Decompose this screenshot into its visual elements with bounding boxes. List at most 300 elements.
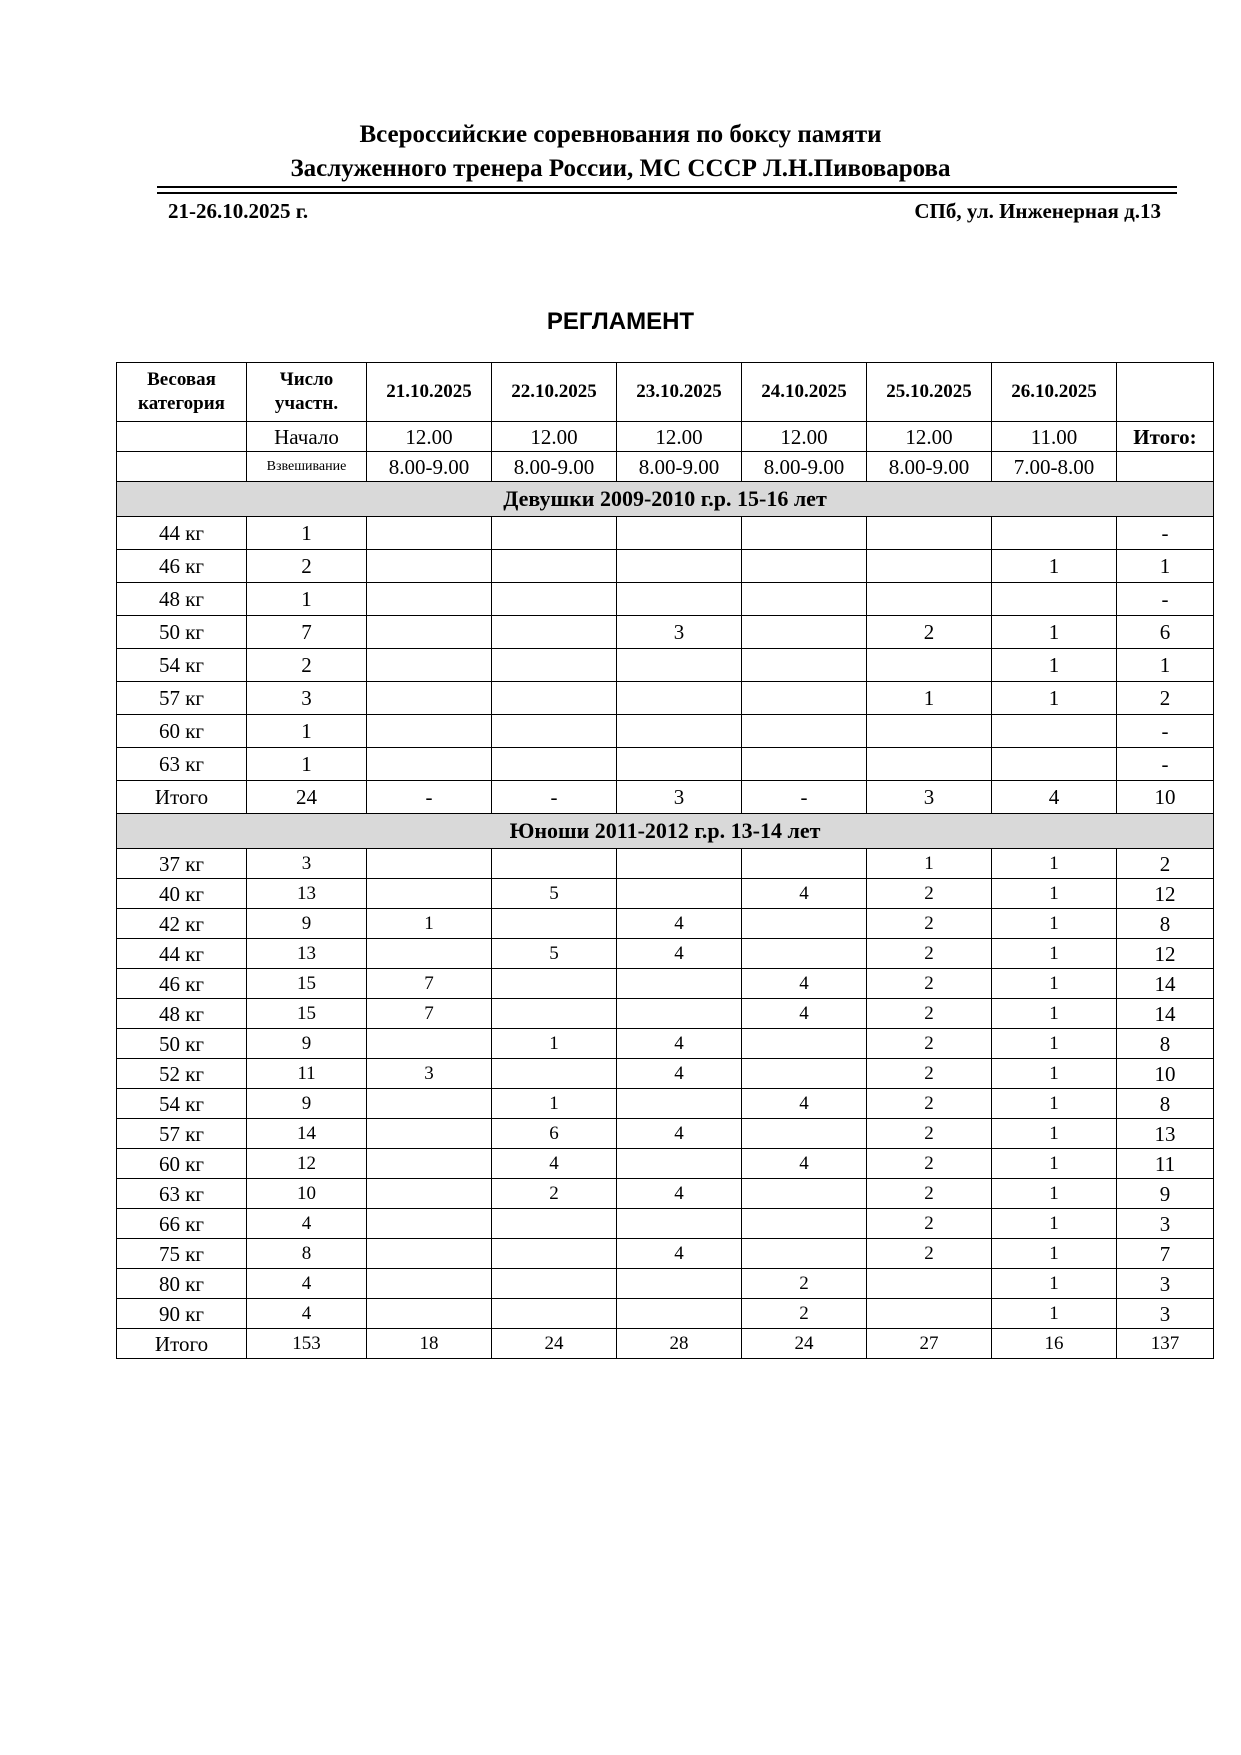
weigh-in-cell: 8.00-9.00 [367,452,492,482]
table-cell: 4 [617,939,742,969]
table-cell: 4 [742,1149,867,1179]
table-cell: 1 [992,939,1117,969]
table-cell [367,1269,492,1299]
table-cell: 24 [742,1329,867,1359]
header-rule-bottom [157,192,1177,194]
table-cell [492,849,617,879]
table-cell [742,748,867,781]
weight-category-row [117,909,1214,939]
table-cell: 3 [867,781,992,814]
table-cell: 2 [1117,682,1214,715]
table-cell [617,1149,742,1179]
column-header: Весовая категория [117,363,247,422]
table-cell [742,550,867,583]
table-cell [617,649,742,682]
table-cell: 12 [1117,939,1214,969]
table-cell: 1 [992,849,1117,879]
table-cell: 10 [1117,781,1214,814]
table-cell: 7 [367,999,492,1029]
weight-category-row [117,1089,1214,1119]
table-cell: 9 [247,1089,367,1119]
table-cell [742,682,867,715]
table-cell [367,682,492,715]
table-cell: 3 [247,849,367,879]
weight-category-row [117,1179,1214,1209]
table-cell [367,1179,492,1209]
table-cell [867,1299,992,1329]
table-cell [492,1059,617,1089]
table-cell: - [1117,583,1214,616]
table-cell: 2 [867,1119,992,1149]
table-cell [367,649,492,682]
start-time-cell: 12.00 [867,422,992,452]
table-cell [367,1149,492,1179]
column-header: 22.10.2025 [492,363,617,422]
table-cell [492,1209,617,1239]
weight-category-row [117,1149,1214,1179]
table-cell [367,1089,492,1119]
weight-category-row [117,1059,1214,1089]
section-title-row [117,814,1214,849]
table-cell: - [742,781,867,814]
table-cell: 153 [247,1329,367,1359]
section-total-row [117,781,1214,814]
table-cell [367,879,492,909]
table-cell: 18 [367,1329,492,1359]
table-cell [742,715,867,748]
table-cell [367,1029,492,1059]
table-cell: 9 [1117,1179,1214,1209]
table-cell: 5 [492,939,617,969]
table-cell: 2 [867,616,992,649]
table-cell: 1 [247,517,367,550]
table-cell [617,715,742,748]
table-header-row [117,363,1214,422]
table-cell: 2 [867,1029,992,1059]
table-cell [617,748,742,781]
table-cell [367,1239,492,1269]
table-cell: 4 [992,781,1117,814]
table-cell: 1 [492,1029,617,1059]
table-cell: 42 кг [117,909,247,939]
table-cell: 2 [742,1299,867,1329]
table-cell [742,939,867,969]
table-cell: 90 кг [117,1299,247,1329]
table-cell [617,1269,742,1299]
table-cell: 24 [247,781,367,814]
weight-category-row [117,583,1214,616]
table-cell [492,649,617,682]
table-cell: 12 [247,1149,367,1179]
table-cell: 10 [1117,1059,1214,1089]
table-cell: 15 [247,999,367,1029]
table-cell: 2 [867,969,992,999]
table-cell: 1 [992,1269,1117,1299]
table-cell: 5 [492,879,617,909]
table-cell: 1 [992,1209,1117,1239]
table-cell [992,748,1117,781]
table-cell [492,583,617,616]
table-cell: 57 кг [117,1119,247,1149]
weight-category-row [117,616,1214,649]
weight-category-row [117,999,1214,1029]
table-cell [492,517,617,550]
table-cell: 80 кг [117,1269,247,1299]
section-title: Юноши 2011-2012 г.р. 13-14 лет [117,814,1214,849]
section-title-row [117,482,1214,517]
table-cell: 3 [617,781,742,814]
table-cell: 1 [492,1089,617,1119]
table-cell [367,748,492,781]
weight-category-row [117,1239,1214,1269]
table-cell: Итого [117,781,247,814]
weigh-in-cell: 8.00-9.00 [742,452,867,482]
weight-category-row [117,715,1214,748]
table-cell: 63 кг [117,1179,247,1209]
table-cell: 8 [1117,909,1214,939]
table-cell [367,517,492,550]
table-cell: 44 кг [117,939,247,969]
table-cell [492,909,617,939]
weight-category-row [117,1269,1214,1299]
table-cell: Итого [117,1329,247,1359]
table-cell: 4 [247,1209,367,1239]
table-cell [867,583,992,616]
table-cell: 46 кг [117,550,247,583]
table-cell: 3 [247,682,367,715]
table-cell: 2 [867,999,992,1029]
table-cell: 2 [247,550,367,583]
weight-category-row [117,939,1214,969]
table-cell [367,1209,492,1239]
table-cell: 4 [617,1119,742,1149]
table-cell: - [1117,715,1214,748]
weigh-in-cell: Взвешивание [247,452,367,482]
table-cell: 9 [247,909,367,939]
start-time-cell [117,422,247,452]
table-cell: 1 [247,715,367,748]
table-cell: 44 кг [117,517,247,550]
table-cell [617,583,742,616]
weight-category-row [117,649,1214,682]
weigh-in-cell: 8.00-9.00 [617,452,742,482]
table-cell: 4 [617,1059,742,1089]
table-cell: 52 кг [117,1059,247,1089]
column-header [1117,363,1214,422]
table-cell [492,999,617,1029]
start-time-cell: Итого: [1117,422,1214,452]
table-cell: 2 [867,1209,992,1239]
table-cell [867,649,992,682]
title-line-1: Всероссийские соревнования по боксу памяти [359,121,882,148]
table-cell: 137 [1117,1329,1214,1359]
table-cell [617,879,742,909]
table-cell: 24 [492,1329,617,1359]
table-cell: 1 [367,909,492,939]
table-cell: 1 [992,879,1117,909]
table-cell [742,616,867,649]
table-cell: 4 [247,1269,367,1299]
table-cell: 1 [992,999,1117,1029]
weight-category-row [117,1119,1214,1149]
weigh-in-cell: 7.00-8.00 [992,452,1117,482]
weigh-in-cell: 8.00-9.00 [492,452,617,482]
table-cell: 1 [247,748,367,781]
table-cell: 54 кг [117,1089,247,1119]
header-rule-top [157,186,1177,188]
table-cell: 60 кг [117,715,247,748]
table-cell: 3 [367,1059,492,1089]
table-cell [617,682,742,715]
table-cell: 2 [867,1179,992,1209]
table-cell: 2 [867,879,992,909]
weight-category-row [117,1299,1214,1329]
weight-category-row [117,1209,1214,1239]
table-cell: 1 [867,682,992,715]
table-cell: 2 [1117,849,1214,879]
table-cell: 48 кг [117,583,247,616]
table-cell: 2 [867,1149,992,1179]
table-cell: 1 [992,969,1117,999]
title-line-2: Заслуженного тренера России, МС СССР Л.Н.Пивоварова [290,155,951,182]
table-cell [492,715,617,748]
table-cell: 4 [742,969,867,999]
event-place: СПб, ул. Инженерная д.13 [914,199,1161,223]
table-cell: 1 [247,583,367,616]
table-cell [492,969,617,999]
table-cell [492,748,617,781]
start-time-cell: 11.00 [992,422,1117,452]
table-cell: 11 [1117,1149,1214,1179]
table-cell: 1 [992,1059,1117,1089]
start-time-cell: Начало [247,422,367,452]
table-cell: - [1117,748,1214,781]
table-cell [617,1299,742,1329]
table-cell: - [367,781,492,814]
table-cell [617,1209,742,1239]
table-cell: 37 кг [117,849,247,879]
table-cell [617,550,742,583]
table-cell [367,849,492,879]
table-cell: 8 [247,1239,367,1269]
table-cell: 28 [617,1329,742,1359]
table-cell: 27 [867,1329,992,1359]
table-cell: 3 [1117,1209,1214,1239]
section-total-row [117,1329,1214,1359]
weigh-in-cell: 8.00-9.00 [867,452,992,482]
table-cell: 4 [742,999,867,1029]
start-time-cell: 12.00 [367,422,492,452]
table-cell [867,517,992,550]
table-cell: 10 [247,1179,367,1209]
weight-category-row [117,550,1214,583]
table-cell: 1 [992,682,1117,715]
table-cell: 1 [992,550,1117,583]
table-cell [742,583,867,616]
table-cell: 1 [992,1029,1117,1059]
document-title: РЕГЛАМЕНТ [546,308,695,335]
table-cell [617,849,742,879]
table-cell [742,1059,867,1089]
table-cell [367,1299,492,1329]
table-cell: 8 [1117,1029,1214,1059]
table-cell [617,999,742,1029]
table-cell: 2 [867,909,992,939]
table-cell [742,909,867,939]
table-cell: 3 [617,616,742,649]
table-cell: 3 [1117,1299,1214,1329]
table-cell: 4 [617,1029,742,1059]
table-cell [367,939,492,969]
table-cell [367,1119,492,1149]
table-cell: 46 кг [117,969,247,999]
column-header: 21.10.2025 [367,363,492,422]
column-header: Число участн. [247,363,367,422]
table-cell: 1 [1117,649,1214,682]
table-cell: 7 [367,969,492,999]
table-cell [867,550,992,583]
table-cell: 1 [867,849,992,879]
weight-category-row [117,682,1214,715]
table-cell: - [492,781,617,814]
table-cell [367,550,492,583]
weight-category-row [117,879,1214,909]
table-cell: 57 кг [117,682,247,715]
table-cell: 7 [1117,1239,1214,1269]
table-cell: 2 [867,1059,992,1089]
table-cell: 1 [992,1299,1117,1329]
weight-category-row [117,849,1214,879]
table-cell: 14 [1117,999,1214,1029]
table-cell [492,1269,617,1299]
table-cell: 60 кг [117,1149,247,1179]
table-cell [742,1179,867,1209]
table-cell: 8 [1117,1089,1214,1119]
table-cell [617,969,742,999]
table-cell [867,748,992,781]
table-cell: 50 кг [117,1029,247,1059]
start-time-row [117,422,1214,452]
table-cell: 11 [247,1059,367,1089]
table-cell: 1 [992,616,1117,649]
table-cell [492,682,617,715]
table-cell: 1 [992,909,1117,939]
table-cell [492,550,617,583]
table-cell: 13 [247,879,367,909]
table-cell [492,1299,617,1329]
start-time-cell: 12.00 [617,422,742,452]
table-cell: 63 кг [117,748,247,781]
table-cell: 2 [867,1089,992,1119]
table-cell: 14 [247,1119,367,1149]
table-cell: 50 кг [117,616,247,649]
table-cell: 2 [492,1179,617,1209]
table-cell: 75 кг [117,1239,247,1269]
column-header: 23.10.2025 [617,363,742,422]
table-cell: 14 [1117,969,1214,999]
weight-category-row [117,1029,1214,1059]
table-cell [492,616,617,649]
table-cell: 1 [1117,550,1214,583]
table-cell: 40 кг [117,879,247,909]
table-cell [617,1089,742,1119]
table-cell: 1 [992,1119,1117,1149]
table-cell [867,1269,992,1299]
column-header: 26.10.2025 [992,363,1117,422]
table-cell [992,583,1117,616]
table-cell [867,715,992,748]
table-cell: 1 [992,1149,1117,1179]
table-cell: 2 [867,939,992,969]
table-cell: - [1117,517,1214,550]
table-cell: 6 [1117,616,1214,649]
table-cell [742,517,867,550]
table-cell: 3 [1117,1269,1214,1299]
table-cell: 4 [742,1089,867,1119]
table-cell: 4 [617,909,742,939]
table-cell: 4 [617,1239,742,1269]
event-dates: 21-26.10.2025 г. [168,199,309,223]
table-cell: 1 [992,1239,1117,1269]
table-cell [367,616,492,649]
table-cell [742,1029,867,1059]
column-header: 25.10.2025 [867,363,992,422]
table-cell: 1 [992,649,1117,682]
table-cell [367,583,492,616]
table-cell [992,517,1117,550]
table-cell [742,849,867,879]
table-cell: 2 [742,1269,867,1299]
table-cell: 1 [992,1089,1117,1119]
table-cell: 15 [247,969,367,999]
section-title: Девушки 2009-2010 г.р. 15-16 лет [117,482,1214,517]
table-cell: 13 [1117,1119,1214,1149]
column-header: 24.10.2025 [742,363,867,422]
table-cell: 9 [247,1029,367,1059]
start-time-cell: 12.00 [742,422,867,452]
table-cell: 6 [492,1119,617,1149]
weight-category-row [117,748,1214,781]
weigh-in-cell [117,452,247,482]
table-cell [742,1119,867,1149]
table-cell: 4 [617,1179,742,1209]
table-cell [992,715,1117,748]
table-cell [742,1239,867,1269]
table-cell [742,649,867,682]
table-cell: 12 [1117,879,1214,909]
table-cell: 7 [247,616,367,649]
table-cell: 54 кг [117,649,247,682]
weigh-in-row [117,452,1214,482]
table-cell [617,517,742,550]
table-cell [742,1209,867,1239]
weight-category-row [117,969,1214,999]
weigh-in-cell [1117,452,1214,482]
table-cell: 2 [867,1239,992,1269]
table-cell: 13 [247,939,367,969]
table-cell: 1 [992,1179,1117,1209]
table-cell [367,715,492,748]
weight-category-row [117,517,1214,550]
schedule-table [116,362,1214,1359]
table-cell: 48 кг [117,999,247,1029]
table-cell [492,1239,617,1269]
table-cell: 4 [742,879,867,909]
table-cell: 4 [247,1299,367,1329]
table-cell: 66 кг [117,1209,247,1239]
start-time-cell: 12.00 [492,422,617,452]
table-cell: 16 [992,1329,1117,1359]
